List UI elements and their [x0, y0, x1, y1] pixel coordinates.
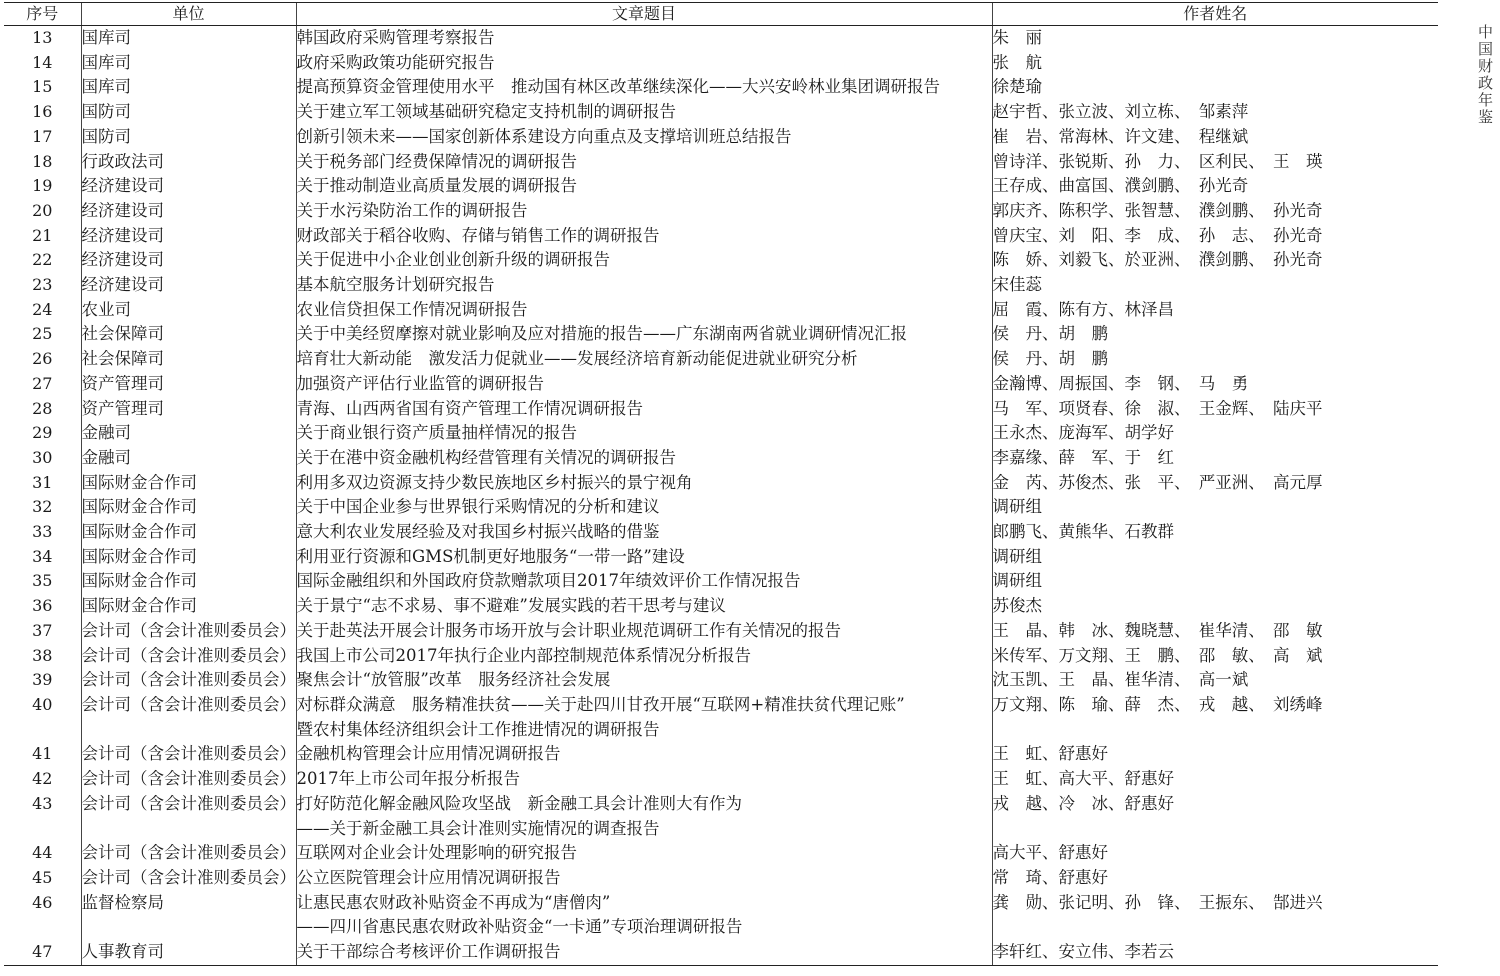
- table-row: [4, 199, 1438, 224]
- row-number: 21: [32, 225, 53, 245]
- row-author: 戎 越、冷 冰、舒惠好: [992, 792, 1438, 817]
- row-number: 22: [32, 250, 53, 270]
- row-number: 28: [32, 398, 53, 418]
- row-unit: [81, 718, 296, 743]
- row-unit: 社会保障司: [81, 347, 296, 372]
- table-body: [4, 26, 1438, 966]
- row-unit: [81, 817, 296, 842]
- table-row: [4, 767, 1438, 792]
- row-title: 加强资产评估行业监管的调研报告: [296, 372, 992, 397]
- row-unit: 经济建设司: [81, 273, 296, 298]
- table-row: [4, 100, 1438, 125]
- row-number: 18: [32, 151, 53, 171]
- row-number: 36: [32, 596, 53, 616]
- row-unit: 资产管理司: [81, 372, 296, 397]
- row-author: 王存成、曲富国、濮剑鹏、 孙光奇: [992, 174, 1438, 199]
- table-row: [4, 940, 1438, 965]
- row-unit: 金融司: [81, 446, 296, 471]
- row-title: 关于商业银行资产质量抽样情况的报告: [296, 421, 992, 446]
- table-row: [4, 322, 1438, 347]
- row-author: 曾庆宝、刘 阳、李 成、 孙 志、 孙光奇: [992, 224, 1438, 249]
- row-title: ——四川省惠民惠农财政补贴资金“一卡通”专项治理调研报告: [296, 915, 992, 940]
- row-author: 常 琦、舒惠好: [992, 866, 1438, 891]
- row-number: 47: [4, 940, 81, 965]
- table-row: [4, 866, 1438, 891]
- row-author: 王 虹、舒惠好: [992, 742, 1438, 767]
- row-number: 25: [32, 324, 53, 344]
- row-title: 培育壮大新动能 激发活力促就业——发展经济培育新动能促进就业研究分析: [296, 347, 992, 372]
- row-unit: 国库司: [81, 51, 296, 76]
- row-number: 23: [32, 275, 53, 295]
- row-number: 13: [32, 28, 53, 47]
- row-number: 26: [32, 349, 53, 369]
- row-title: 韩国政府采购管理考察报告: [296, 26, 992, 51]
- row-author: 陈 娇、刘毅飞、於亚洲、 濮剑鹏、 孙光奇: [992, 248, 1438, 273]
- row-title: 关于推动制造业高质量发展的调研报告: [296, 174, 992, 199]
- row-unit: 会计司（含会计准则委员会）: [81, 693, 296, 718]
- row-unit: 金融司: [81, 421, 296, 446]
- row-author: 金 芮、苏俊杰、张 平、 严亚洲、 高元厚: [992, 471, 1438, 496]
- row-unit: 经济建设司: [81, 174, 296, 199]
- row-number: 44: [32, 843, 53, 863]
- row-title: 让惠民惠农财政补贴资金不再成为“唐僧肉”: [296, 891, 992, 916]
- row-title: 利用亚行资源和GMS机制更好地服务“一带一路”建设: [296, 545, 992, 570]
- row-author: 李轩红、安立伟、李若云: [992, 940, 1438, 965]
- row-unit: 农业司: [81, 298, 296, 323]
- row-number: 38: [32, 645, 53, 665]
- row-title: 财政部关于稻谷收购、存储与销售工作的调研报告: [296, 224, 992, 249]
- table-row: [4, 545, 1438, 570]
- table-row: [4, 891, 1438, 916]
- table-row: [4, 298, 1438, 323]
- articles-table: [4, 2, 1438, 966]
- table-row: [4, 619, 1438, 644]
- row-title: 关于在港中资金融机构经营管理有关情况的调研报告: [296, 446, 992, 471]
- row-title: 金融机构管理会计应用情况调研报告: [296, 742, 992, 767]
- row-title: 关于干部综合考核评价工作调研报告: [296, 940, 992, 965]
- row-number: [4, 817, 81, 842]
- row-author: 高大平、舒惠好: [992, 841, 1438, 866]
- row-unit: 会计司（含会计准则委员会）: [81, 644, 296, 669]
- row-number: 33: [32, 522, 53, 542]
- table-row: [4, 421, 1438, 446]
- table-header-row: [4, 3, 1438, 26]
- row-unit: 资产管理司: [81, 397, 296, 422]
- row-author: 马 军、项贤春、徐 淑、 王金辉、 陆庆平: [992, 397, 1438, 422]
- table-row: [4, 495, 1438, 520]
- row-author: 沈玉凯、王 晶、崔华清、 高一斌: [992, 668, 1438, 693]
- row-number: 35: [32, 571, 53, 591]
- row-title: 关于促进中小企业创业创新升级的调研报告: [296, 248, 992, 273]
- row-number: 27: [32, 373, 53, 393]
- row-unit: 会计司（含会计准则委员会）: [81, 619, 296, 644]
- table-row: [4, 372, 1438, 397]
- row-number: 42: [32, 769, 53, 789]
- table-row: [4, 248, 1438, 273]
- row-unit: 人事教育司: [81, 940, 296, 965]
- table-row: [4, 594, 1438, 619]
- row-number: 41: [32, 744, 53, 764]
- row-author: 李嘉缘、薛 军、于 红: [992, 446, 1438, 471]
- row-author: 徐楚瑜: [992, 75, 1438, 100]
- table-row: [4, 520, 1438, 545]
- row-unit: 国际财金合作司: [81, 495, 296, 520]
- table-row: [4, 224, 1438, 249]
- header-author: 作者姓名: [992, 3, 1438, 26]
- row-title: 我国上市公司2017年执行企业内部控制规范体系情况分析报告: [296, 644, 992, 669]
- table-row: [4, 26, 1438, 51]
- row-author: 王 晶、韩 冰、魏晓慧、 崔华清、 邵 敏: [992, 619, 1438, 644]
- row-number: 40: [32, 694, 53, 714]
- row-author: 宋佳蕊: [992, 273, 1438, 298]
- row-title: 创新引领未来——国家创新体系建设方向重点及支撑培训班总结报告: [296, 125, 992, 150]
- row-unit: 会计司（含会计准则委员会）: [81, 742, 296, 767]
- row-title: 关于赴英法开展会计服务市场开放与会计职业规范调研工作有关情况的报告: [296, 619, 992, 644]
- table-row: [4, 397, 1438, 422]
- row-unit: 国库司: [81, 26, 296, 51]
- table-row: [4, 446, 1438, 471]
- row-title: 打好防范化解金融风险攻坚战 新金融工具会计准则大有作为: [296, 792, 992, 817]
- row-number: 17: [32, 126, 53, 146]
- row-author: 万文翔、陈 瑜、薛 杰、 戎 越、 刘绣峰: [992, 693, 1438, 718]
- row-number: [4, 915, 81, 940]
- row-author: 苏俊杰: [992, 594, 1438, 619]
- table-row: [4, 51, 1438, 76]
- row-number: 39: [32, 670, 53, 690]
- table-row: [4, 915, 1438, 940]
- header-title: 文章题目: [296, 3, 992, 26]
- row-unit: 国防司: [81, 125, 296, 150]
- row-author: 朱 丽: [992, 26, 1438, 51]
- row-author: 调研组: [992, 545, 1438, 570]
- row-number: 34: [32, 546, 53, 566]
- row-author: 龚 勋、张记明、孙 锋、 王振东、 郜进兴: [992, 891, 1438, 916]
- row-number: 30: [32, 447, 53, 467]
- row-author: [992, 817, 1438, 842]
- row-number: 14: [32, 52, 53, 72]
- row-title: 2017年上市公司年报分析报告: [296, 767, 992, 792]
- row-title: 政府采购政策功能研究报告: [296, 51, 992, 76]
- row-title: 互联网对企业会计处理影响的研究报告: [296, 841, 992, 866]
- table-row: [4, 817, 1438, 842]
- row-number: 29: [32, 423, 53, 443]
- row-unit: 会计司（含会计准则委员会）: [81, 668, 296, 693]
- row-author: 王永杰、庞海军、胡学好: [992, 421, 1438, 446]
- row-unit: 会计司（含会计准则委员会）: [81, 841, 296, 866]
- row-author: 屈 霞、陈有方、林泽昌: [992, 298, 1438, 323]
- row-author: 张 航: [992, 51, 1438, 76]
- row-unit: 国际财金合作司: [81, 545, 296, 570]
- table-row: [4, 668, 1438, 693]
- table-row: [4, 174, 1438, 199]
- row-title: 关于税务部门经费保障情况的调研报告: [296, 150, 992, 175]
- row-unit: 国防司: [81, 100, 296, 125]
- row-title: 关于中国企业参与世界银行采购情况的分析和建议: [296, 495, 992, 520]
- row-title: 公立医院管理会计应用情况调研报告: [296, 866, 992, 891]
- row-number: [4, 718, 81, 743]
- row-unit: 国际财金合作司: [81, 471, 296, 496]
- row-title: 关于中美经贸摩擦对就业影响及应对措施的报告——广东湖南两省就业调研情况汇报: [296, 322, 992, 347]
- header-unit: 单位: [81, 3, 296, 26]
- row-title: 国际金融组织和外国政府贷款赠款项目2017年绩效评价工作情况报告: [296, 569, 992, 594]
- row-title: 青海、山西两省国有资产管理工作情况调研报告: [296, 397, 992, 422]
- table-row: [4, 792, 1438, 817]
- row-unit: [81, 915, 296, 940]
- row-number: 45: [32, 867, 53, 887]
- row-author: 侯 丹、胡 鹏: [992, 347, 1438, 372]
- table-row: [4, 471, 1438, 496]
- row-number: 31: [32, 472, 53, 492]
- row-unit: 经济建设司: [81, 248, 296, 273]
- row-unit: 经济建设司: [81, 199, 296, 224]
- row-unit: 会计司（含会计准则委员会）: [81, 792, 296, 817]
- row-number: 19: [32, 176, 53, 196]
- row-unit: 国际财金合作司: [81, 520, 296, 545]
- row-author: 金瀚博、周振国、李 钢、 马 勇: [992, 372, 1438, 397]
- row-author: 侯 丹、胡 鹏: [992, 322, 1438, 347]
- table-row: [4, 841, 1438, 866]
- row-title: 对标群众满意 服务精准扶贫——关于赴四川甘孜开展“互联网+精准扶贫代理记账”: [296, 693, 992, 718]
- row-unit: 社会保障司: [81, 322, 296, 347]
- table-row: [4, 644, 1438, 669]
- row-number: 15: [32, 77, 53, 97]
- table-row: [4, 693, 1438, 718]
- row-title: 利用多双边资源支持少数民族地区乡村振兴的景宁视角: [296, 471, 992, 496]
- table-row: [4, 125, 1438, 150]
- row-unit: 国际财金合作司: [81, 569, 296, 594]
- row-author: 郭庆齐、陈积学、张智慧、 濮剑鹏、 孙光奇: [992, 199, 1438, 224]
- row-number: 16: [32, 102, 53, 122]
- table-row: [4, 569, 1438, 594]
- row-title: 基本航空服务计划研究报告: [296, 273, 992, 298]
- row-title: 农业信贷担保工作情况调研报告: [296, 298, 992, 323]
- table-row: [4, 742, 1438, 767]
- row-author: 崔 岩、常海林、许文建、 程继斌: [992, 125, 1438, 150]
- row-author: 郎鹏飞、黄熊华、石教群: [992, 520, 1438, 545]
- row-title: ——关于新金融工具会计准则实施情况的调查报告: [296, 817, 992, 842]
- row-number: 32: [32, 497, 53, 517]
- row-unit: 监督检察局: [81, 891, 296, 916]
- header-no: 序号: [4, 3, 81, 26]
- table-row: [4, 150, 1438, 175]
- row-author: 调研组: [992, 569, 1438, 594]
- row-author: 米传军、万文翔、王 鹏、 邵 敏、 高 斌: [992, 644, 1438, 669]
- row-author: 调研组: [992, 495, 1438, 520]
- row-author: 赵宇哲、张立波、刘立栋、 邹素萍: [992, 100, 1438, 125]
- row-number: 43: [32, 793, 53, 813]
- row-title: 提高预算资金管理使用水平 推动国有林区改革继续深化——大兴安岭林业集团调研报告: [296, 75, 992, 100]
- row-unit: 国际财金合作司: [81, 594, 296, 619]
- table-row: [4, 347, 1438, 372]
- row-title: 关于建立军工领域基础研究稳定支持机制的调研报告: [296, 100, 992, 125]
- side-label: 中国财政年鉴: [1476, 24, 1494, 126]
- row-author: [992, 718, 1438, 743]
- row-author: 王 虹、高大平、舒惠好: [992, 767, 1438, 792]
- row-number: 24: [32, 299, 53, 319]
- table-row: [4, 75, 1438, 100]
- row-title: 暨农村集体经济组织会计工作推进情况的调研报告: [296, 718, 992, 743]
- row-author: [992, 915, 1438, 940]
- row-unit: 国库司: [81, 75, 296, 100]
- row-title: 关于水污染防治工作的调研报告: [296, 199, 992, 224]
- row-number: 46: [32, 892, 53, 912]
- row-title: 意大利农业发展经验及对我国乡村振兴战略的借鉴: [296, 520, 992, 545]
- table-row: [4, 273, 1438, 298]
- row-unit: 会计司（含会计准则委员会）: [81, 767, 296, 792]
- row-unit: 行政政法司: [81, 150, 296, 175]
- row-title: 关于景宁“志不求易、事不避难”发展实践的若干思考与建议: [296, 594, 992, 619]
- row-unit: 经济建设司: [81, 224, 296, 249]
- row-number: 20: [32, 200, 53, 220]
- row-author: 曾诗洋、张锐斯、孙 力、 区利民、 王 瑛: [992, 150, 1438, 175]
- table-row: [4, 718, 1438, 743]
- row-number: 37: [32, 620, 53, 640]
- row-unit: 会计司（含会计准则委员会）: [81, 866, 296, 891]
- row-title: 聚焦会计“放管服”改革 服务经济社会发展: [296, 668, 992, 693]
